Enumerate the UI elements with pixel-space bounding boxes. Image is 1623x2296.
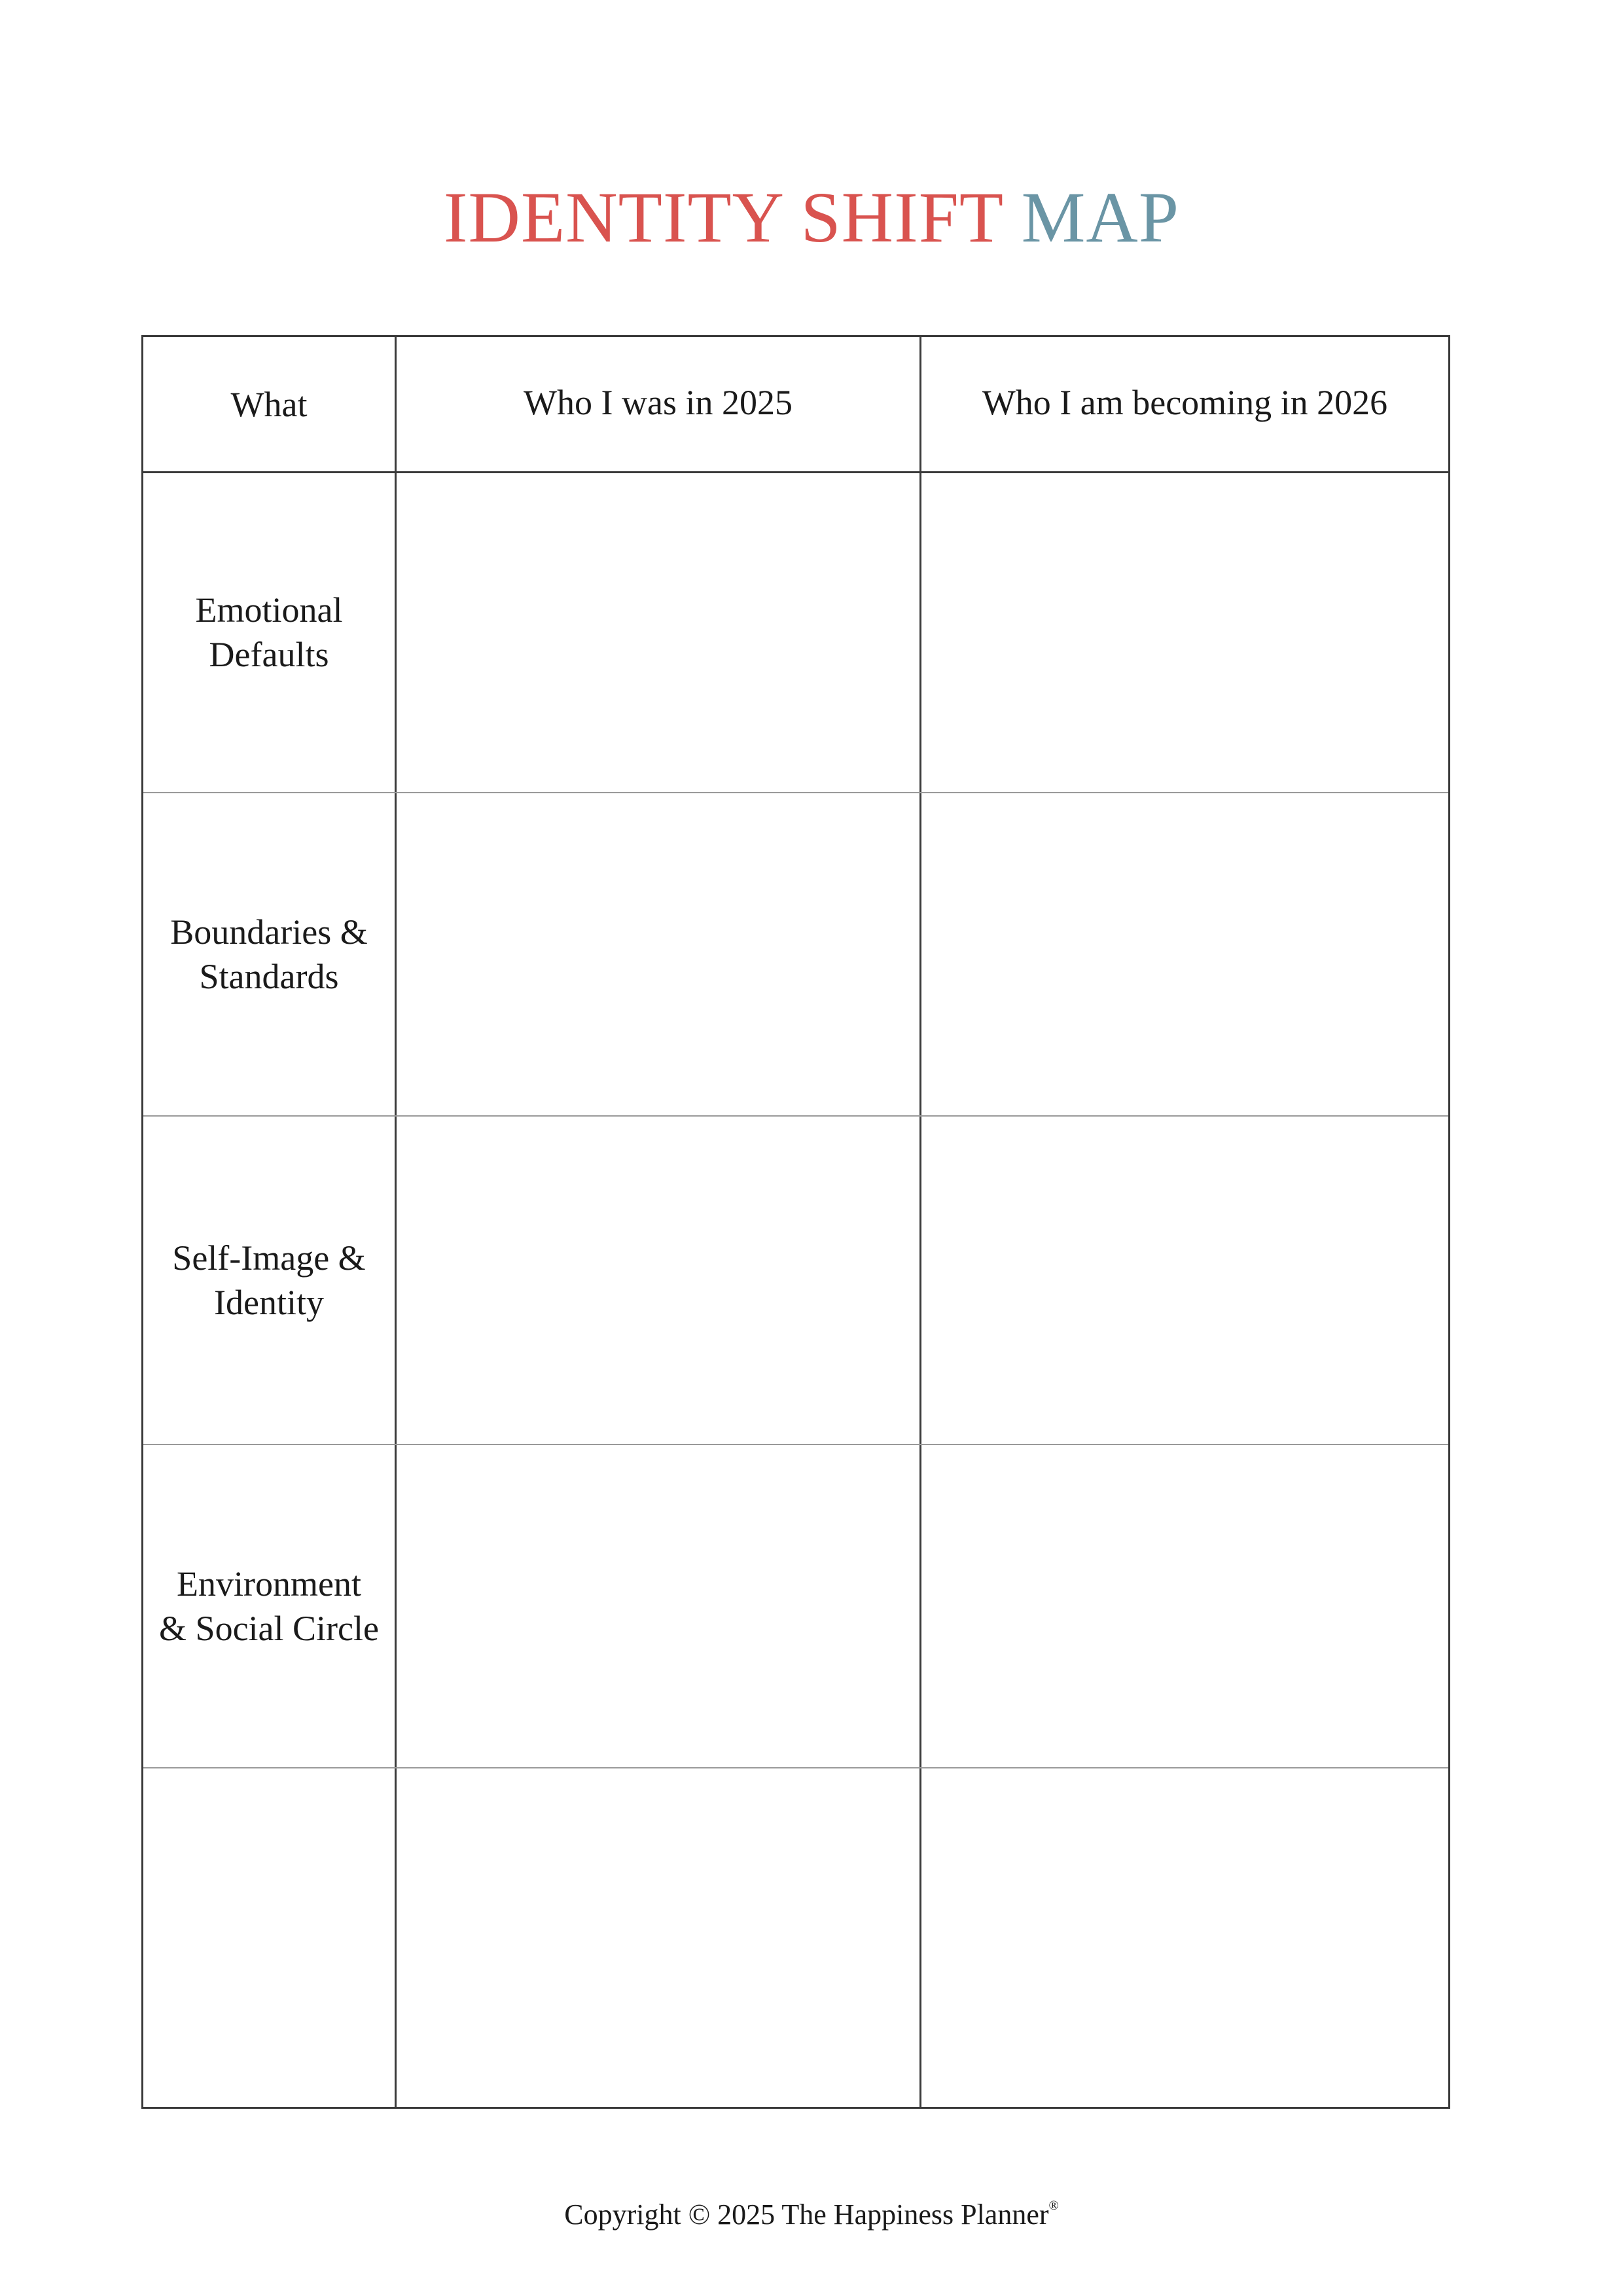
write-cell-2025-emotional-defaults[interactable]	[397, 473, 919, 792]
row-label-line: Identity	[214, 1283, 324, 1322]
header-who-i-was: Who I was in 2025	[524, 383, 793, 422]
write-cell-2026-boundaries-standards[interactable]	[921, 793, 1448, 1115]
row-label-line: & Social Circle	[159, 1609, 379, 1648]
row-label-line: Standards	[199, 957, 339, 996]
row-label-line: Emotional	[195, 590, 343, 630]
row-label-line: Boundaries &	[170, 912, 368, 952]
write-cell-2026-environment-social-circle[interactable]	[921, 1445, 1448, 1767]
identity-shift-table	[141, 335, 1450, 2109]
copyright-footer	[0, 2186, 1623, 2234]
copyright-text: Copyright © 2025 The Happiness Planner	[564, 2198, 1049, 2231]
row-label-emotional-defaults	[143, 473, 395, 792]
write-cell-2025-self-image-identity[interactable]	[397, 1117, 919, 1444]
page-title	[0, 171, 1623, 263]
write-cell-2025-custom[interactable]	[397, 1768, 919, 2107]
row-label-environment-social-circle	[143, 1445, 395, 1767]
row-label-line: Self-Image &	[172, 1238, 366, 1278]
write-cell-2025-environment-social-circle[interactable]	[397, 1445, 919, 1767]
title-part-identity-shift: IDENTITY SHIFT	[443, 177, 1003, 257]
registered-mark: ®	[1048, 2198, 1059, 2213]
write-cell-2025-boundaries-standards[interactable]	[397, 793, 919, 1115]
header-who-i-am-becoming: Who I am becoming in 2026	[982, 383, 1388, 422]
row-label-boundaries-standards	[143, 793, 395, 1115]
write-cell-2026-emotional-defaults[interactable]	[921, 473, 1448, 792]
write-cell-2026-custom[interactable]	[921, 1768, 1448, 2107]
title-part-map: MAP	[1021, 177, 1180, 257]
row-label-line: Defaults	[209, 635, 329, 674]
write-cell-custom-label[interactable]	[143, 1768, 395, 2107]
header-what: What	[230, 384, 308, 424]
write-cell-2026-self-image-identity[interactable]	[921, 1117, 1448, 1444]
row-label-self-image-identity	[143, 1117, 395, 1444]
row-label-line: Environment	[177, 1564, 361, 1604]
